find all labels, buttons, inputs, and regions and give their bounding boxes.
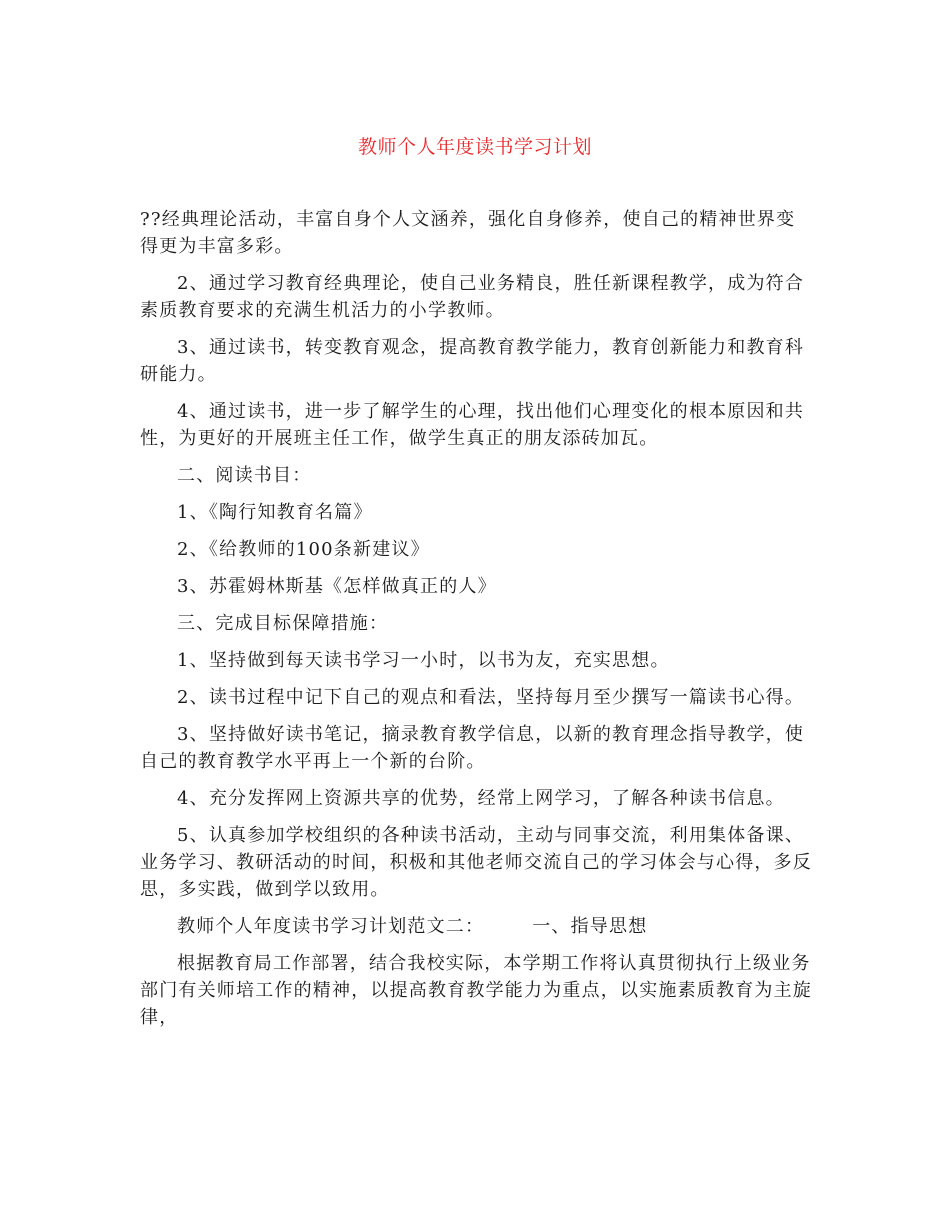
- paragraph-goal-4: 4、通过读书，进一步了解学生的心理，找出他们心理变化的根本原因和共性，为更好的开展班主任工作，做学生真正的朋友添砖加瓦。: [140, 401, 805, 449]
- section-heading-measures: 三、完成目标保障措施：: [177, 613, 389, 634]
- book-item-3: 3、苏霍姆林斯基《怎样做真正的人》: [177, 576, 497, 597]
- paragraph-goal-3: 3、通过读书，转变教育观念，提高教育教学能力，教育创新能力和教育科研能力。: [140, 337, 805, 385]
- sample-two-heading: [140, 913, 812, 940]
- paragraph-guiding-thought: 根据教育局工作部署，结合我校实际，本学期工作将认真贯彻执行上级业务部门有关师培工作的精神，以提高教育教学能力为重点，以实施素质教育为主旋律，: [140, 953, 812, 1028]
- measure-item-2: 2、读书过程中记下自己的观点和看法，坚持每月至少撰写一篇读书心得。: [177, 687, 805, 708]
- paragraph-goal-2: 2、通过学习教育经典理论，使自己业务精良，胜任新课程教学，成为符合素质教育要求的充满生机活力的小学教师。: [140, 273, 805, 321]
- measure-item-1: 1、坚持做到每天读书学习一小时，以书为友，充实思想。: [177, 650, 670, 671]
- measure-item-3: 3、坚持做好读书笔记，摘录教育教学信息，以新的教育理念指导教学，使自己的教育教学水平再上一个新的台阶。: [140, 724, 805, 772]
- measure-item-4: 4、充分发挥网上资源共享的优势，经常上网学习，了解各种读书信息。: [177, 788, 785, 809]
- measure-item-5: 5、认真参加学校组织的各种读书活动，主动与同事交流，利用集体备课、业务学习、教研活动的时间，积极和其他老师交流自己的学习体会与心得，多反思，多实践，做到学以致用。: [140, 825, 812, 900]
- book-item-2: 2、《给教师的100条新建议》: [177, 539, 430, 560]
- sample-two-label: 教师个人年度读书学习计划范文二：: [177, 916, 485, 937]
- paragraph-intro: ??经典理论活动，丰富自身个人文涵养，强化自身修养，使自己的精神世界变得更为丰富多彩。: [140, 209, 796, 257]
- document-body: [140, 206, 812, 1041]
- document-title: 教师个人年度读书学习计划: [357, 136, 592, 158]
- section-heading-reading-list: 二、阅读书目：: [177, 465, 312, 486]
- guiding-thought-heading: 一、指导思想: [532, 916, 648, 937]
- book-item-1: 1、《陶行知教育名篇》: [177, 502, 373, 523]
